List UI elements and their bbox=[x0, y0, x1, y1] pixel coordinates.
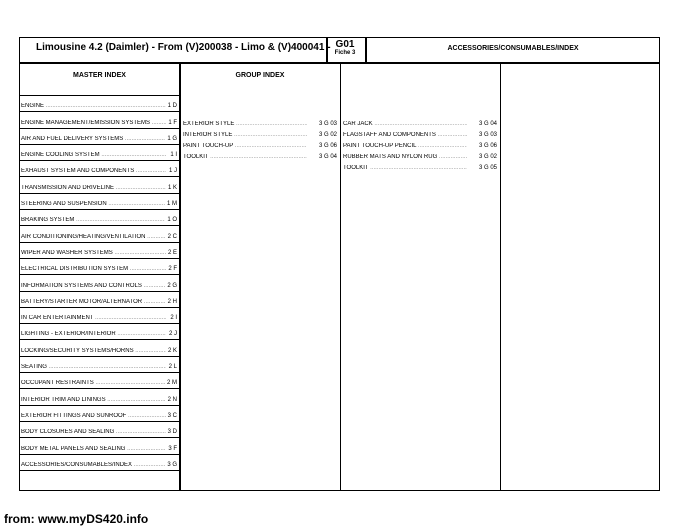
group-index-item[interactable] bbox=[343, 143, 497, 154]
master-index-item[interactable] bbox=[20, 341, 179, 357]
master-index-ref: 2 N bbox=[167, 396, 177, 403]
master-index-item[interactable] bbox=[20, 129, 179, 145]
master-index-item[interactable] bbox=[20, 308, 179, 324]
group-index-ref: 3 G 04 bbox=[318, 154, 337, 160]
master-group-divider bbox=[179, 62, 181, 491]
master-index-label: ENGINE COOLING SYSTEM ..... bbox=[21, 152, 166, 158]
group-column-divider-2 bbox=[500, 62, 501, 491]
master-index-label: INTERIOR TRIM AND LININGS ..... bbox=[21, 397, 166, 403]
group-index-item[interactable] bbox=[183, 154, 337, 165]
group-index-ref: 3 G 04 bbox=[478, 121, 497, 127]
group-index-label: EXTERIOR STYLE ..... bbox=[183, 121, 307, 127]
master-index-label: SEATING ..... bbox=[21, 364, 166, 370]
group-index-item[interactable] bbox=[183, 121, 337, 132]
group-index-label: INTERIOR STYLE ..... bbox=[183, 132, 307, 138]
group-index-label: FLAGSTAFF AND COMPONENTS ..... bbox=[343, 132, 467, 138]
master-index-ref: 3 F bbox=[168, 445, 177, 452]
master-index-label: AIR AND FUEL DELIVERY SYSTEMS ..... bbox=[21, 136, 166, 142]
master-index-ref: 2 L bbox=[168, 364, 177, 371]
master-index-ref: 1 G bbox=[167, 135, 177, 142]
group-index-label: RUBBER MATS AND NYLON RUG ..... bbox=[343, 154, 467, 160]
master-index-ref: 2 I bbox=[170, 315, 177, 322]
master-index-ref: 2 G bbox=[167, 282, 177, 289]
master-index-label: TRANSMISSION AND DRIVELINE ..... bbox=[21, 185, 166, 191]
master-index-item[interactable] bbox=[20, 226, 179, 242]
master-index-label: ENGINE ..... bbox=[21, 103, 166, 109]
group-index-item[interactable] bbox=[183, 132, 337, 143]
master-index-item[interactable] bbox=[20, 161, 179, 177]
master-index-label: LIGHTING - EXTERIOR/INTERIOR ..... bbox=[21, 331, 166, 337]
master-index-label: AIR CONDITIONING/HEATING/VENTILATION ..... bbox=[21, 234, 166, 240]
master-index-ref: 2 H bbox=[167, 298, 177, 305]
master-index-label: LOCKING/SECURITY SYSTEMS/HORNS ..... bbox=[21, 348, 166, 354]
master-index-label: STEERING AND SUSPENSION ..... bbox=[21, 201, 166, 207]
source-watermark: from: www.myDS420.info bbox=[4, 512, 149, 526]
group-index-ref: 3 G 03 bbox=[318, 121, 337, 127]
master-index-ref: 1 M bbox=[166, 201, 177, 208]
group-column-divider-1 bbox=[340, 62, 341, 491]
master-index-ref: 2 E bbox=[167, 249, 177, 256]
master-index-ref: 1 K bbox=[167, 184, 177, 191]
master-index-item[interactable] bbox=[20, 259, 179, 275]
master-index-label: EXHAUST SYSTEM AND COMPONENTS ..... bbox=[21, 168, 166, 174]
master-index-ref: 1 F bbox=[168, 119, 177, 126]
master-index-ref: 1 I bbox=[170, 152, 177, 159]
master-index-ref: 3 G bbox=[167, 461, 177, 468]
group-index-label: TOOLKIT ..... bbox=[343, 165, 467, 171]
master-index-ref: 2 J bbox=[168, 331, 177, 338]
section-title: ACCESSORIES/CONSUMABLES/INDEX bbox=[447, 45, 579, 52]
master-index-item[interactable] bbox=[20, 178, 179, 194]
master-index-item[interactable] bbox=[20, 389, 179, 405]
master-index-item[interactable] bbox=[20, 406, 179, 422]
master-index-item[interactable] bbox=[20, 438, 179, 454]
group-index-label: PAINT TOUCH-UP PENCIL ..... bbox=[343, 143, 467, 149]
group-index-item[interactable] bbox=[343, 154, 497, 165]
master-index-item[interactable] bbox=[20, 373, 179, 389]
group-index-ref: 3 G 06 bbox=[478, 143, 497, 149]
master-index-ref: 1 J bbox=[168, 168, 177, 175]
master-index-item[interactable] bbox=[20, 243, 179, 259]
master-index-label: WIPER AND WASHER SYSTEMS ..... bbox=[21, 250, 166, 256]
master-index-label: ELECTRICAL DISTRIBUTION SYSTEM ..... bbox=[21, 266, 166, 272]
master-index-label: EXTERIOR FITTINGS AND SUNROOF ..... bbox=[21, 413, 166, 419]
master-index-item[interactable] bbox=[20, 422, 179, 438]
master-index-ref: 3 D bbox=[167, 429, 177, 436]
master-index-ref: 2 F bbox=[168, 266, 177, 273]
master-index-heading: MASTER INDEX bbox=[73, 72, 126, 79]
master-index-ref: 2 M bbox=[166, 380, 177, 387]
section-code: G01 bbox=[335, 39, 355, 50]
master-index-label: BATTERY/STARTER MOTOR/ALTERNATOR ..... bbox=[21, 299, 166, 305]
group-index-item[interactable] bbox=[183, 143, 337, 154]
group-index-heading: GROUP INDEX bbox=[235, 72, 285, 79]
master-index-item[interactable] bbox=[20, 292, 179, 308]
master-index-label: OCCUPANT RESTRAINTS ..... bbox=[21, 380, 166, 386]
master-index-item[interactable] bbox=[20, 275, 179, 291]
group-index-label: CAR JACK ..... bbox=[343, 121, 467, 127]
group-index-item[interactable] bbox=[343, 121, 497, 132]
master-index-label: BRAKING SYSTEM ..... bbox=[21, 217, 166, 223]
master-index-label: BODY METAL PANELS AND SEALING ..... bbox=[21, 446, 166, 452]
master-index-item[interactable] bbox=[20, 357, 179, 373]
group-index-ref: 3 G 05 bbox=[478, 165, 497, 171]
master-index-ref: 1 D bbox=[167, 103, 177, 110]
master-index-label: INFORMATION SYSTEMS AND CONTROLS ..... bbox=[21, 283, 166, 289]
master-index-item[interactable] bbox=[20, 455, 179, 471]
group-index-ref: 3 G 02 bbox=[478, 154, 497, 160]
page-title: Limousine 4.2 (Daimler) - From (V)200038 - Limo & (V)400041 - bbox=[36, 42, 331, 53]
master-index-item[interactable] bbox=[20, 112, 179, 128]
master-index-label: ACCESSORIES/CONSUMABLES/INDEX ..... bbox=[21, 462, 166, 468]
group-index-item[interactable] bbox=[343, 132, 497, 143]
master-index-label: IN CAR ENTERTAINMENT ..... bbox=[21, 315, 166, 321]
master-index-label: BODY CLOSURES AND SEALING ..... bbox=[21, 429, 166, 435]
group-index-label: TOOLKIT ..... bbox=[183, 154, 307, 160]
group-index-ref: 3 G 02 bbox=[318, 132, 337, 138]
master-index-item[interactable] bbox=[20, 210, 179, 226]
fiche-number: Fiche 3 bbox=[334, 50, 356, 56]
master-index-item[interactable] bbox=[20, 324, 179, 340]
master-index-item[interactable] bbox=[20, 145, 179, 161]
master-index-ref: 2 C bbox=[167, 233, 177, 240]
master-index-ref: 2 K bbox=[167, 347, 177, 354]
group-index-ref: 3 G 06 bbox=[318, 143, 337, 149]
group-index-ref: 3 G 03 bbox=[478, 132, 497, 138]
master-index-item[interactable] bbox=[20, 194, 179, 210]
master-index-label: ENGINE MANAGEMENT/EMISSION SYSTEMS ..... bbox=[21, 120, 166, 126]
group-index-label: PAINT TOUCH-UP ..... bbox=[183, 143, 307, 149]
group-index-item[interactable] bbox=[343, 165, 497, 176]
master-index-item[interactable] bbox=[20, 96, 179, 112]
master-index-ref: 3 C bbox=[167, 412, 177, 419]
master-index-ref: 1 O bbox=[167, 217, 177, 224]
